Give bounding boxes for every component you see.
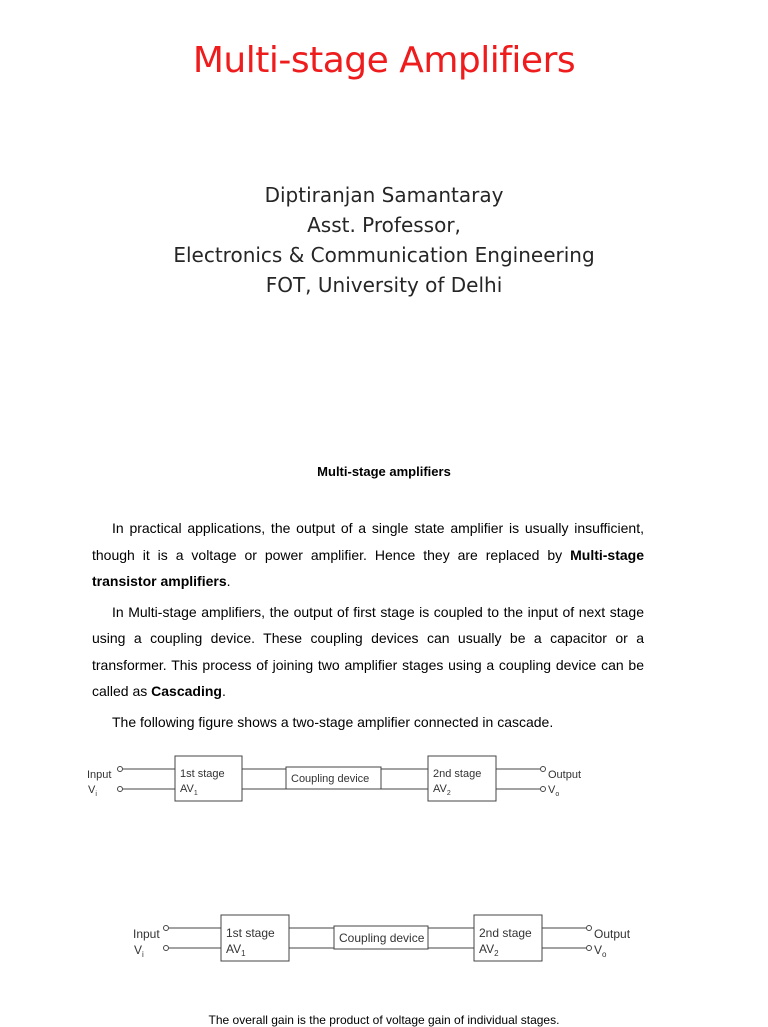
coupling-device-box [334, 926, 428, 949]
output-terminal [587, 926, 592, 931]
stage-2-label: 2nd stage [433, 768, 482, 780]
bottom-caption: The overall gain is the product of voltage gain of individual stages. [208, 1013, 560, 1027]
output-label: Output [548, 769, 582, 781]
vi-label: $V_i$ [134, 943, 144, 959]
vo-label: $V_o$ [548, 784, 560, 798]
input-label: Input [133, 927, 160, 941]
vi-label: $V_i$ [88, 784, 97, 798]
input-terminal [118, 767, 123, 772]
stage-1-gain: $AV_1$ [226, 942, 246, 958]
section-heading: Multi-stage amplifiers [317, 464, 451, 479]
bold-term: Cascading [151, 683, 222, 699]
stage-1-label: 1st stage [226, 926, 275, 940]
input-terminal [164, 926, 169, 931]
input-terminal [164, 946, 169, 951]
output-label: Output [594, 927, 631, 941]
stage-1-label: 1st stage [180, 768, 225, 780]
stage-1-box [221, 915, 289, 961]
output-terminal [587, 946, 592, 951]
stage-2-gain: $AV_2$ [433, 783, 451, 797]
stage-2-box [428, 756, 496, 801]
bold-term: Multi-stage transistor amplifiers [92, 546, 644, 589]
stage-1-box [175, 756, 242, 801]
vo-label: $V_o$ [594, 943, 607, 959]
author-name: Diptiranjan Samantaray [264, 183, 504, 207]
paragraph-3: The following figure shows a two-stage amplifier connected in cascade. [112, 713, 554, 730]
stage-2-gain: $AV_2$ [479, 942, 499, 958]
coupling-device-label: Coupling device [339, 931, 425, 945]
author-institution: FOT, University of Delhi [265, 273, 503, 297]
stage-2-label: 2nd stage [479, 926, 532, 940]
diagram-2 [164, 915, 592, 961]
output-terminal [541, 787, 546, 792]
input-terminal [118, 787, 123, 792]
input-label: Input [87, 769, 112, 781]
paragraph-1: In practical applications, the output of a single state amplifier is usually insufficient, though it is a voltage or power amplifier. Hence they are replaced by Multi-stage transistor amplifiers. [92, 520, 644, 589]
stage-1-gain: $AV_1$ [180, 783, 198, 797]
stage-2-box [474, 915, 542, 961]
author-position: Asst. Professor, [307, 213, 461, 237]
output-terminal [541, 767, 546, 772]
body-text [92, 515, 644, 739]
coupling-device-label: Coupling device [291, 773, 370, 785]
slide-title: Multi-stage Amplifiers [192, 40, 576, 81]
author-department: Electronics & Communication Engineering [173, 243, 595, 267]
diagram-1 [118, 756, 546, 801]
coupling-device-box [286, 767, 381, 789]
author-block [0, 180, 768, 300]
paragraph-2: In Multi-stage amplifiers, the output of first stage is coupled to the input of next stage using a coupling device. These coupling devices can usually be a capacitor or a transformer. This process of joining two amplifier stages using a coupling device can be called as Cascading. [92, 603, 644, 699]
